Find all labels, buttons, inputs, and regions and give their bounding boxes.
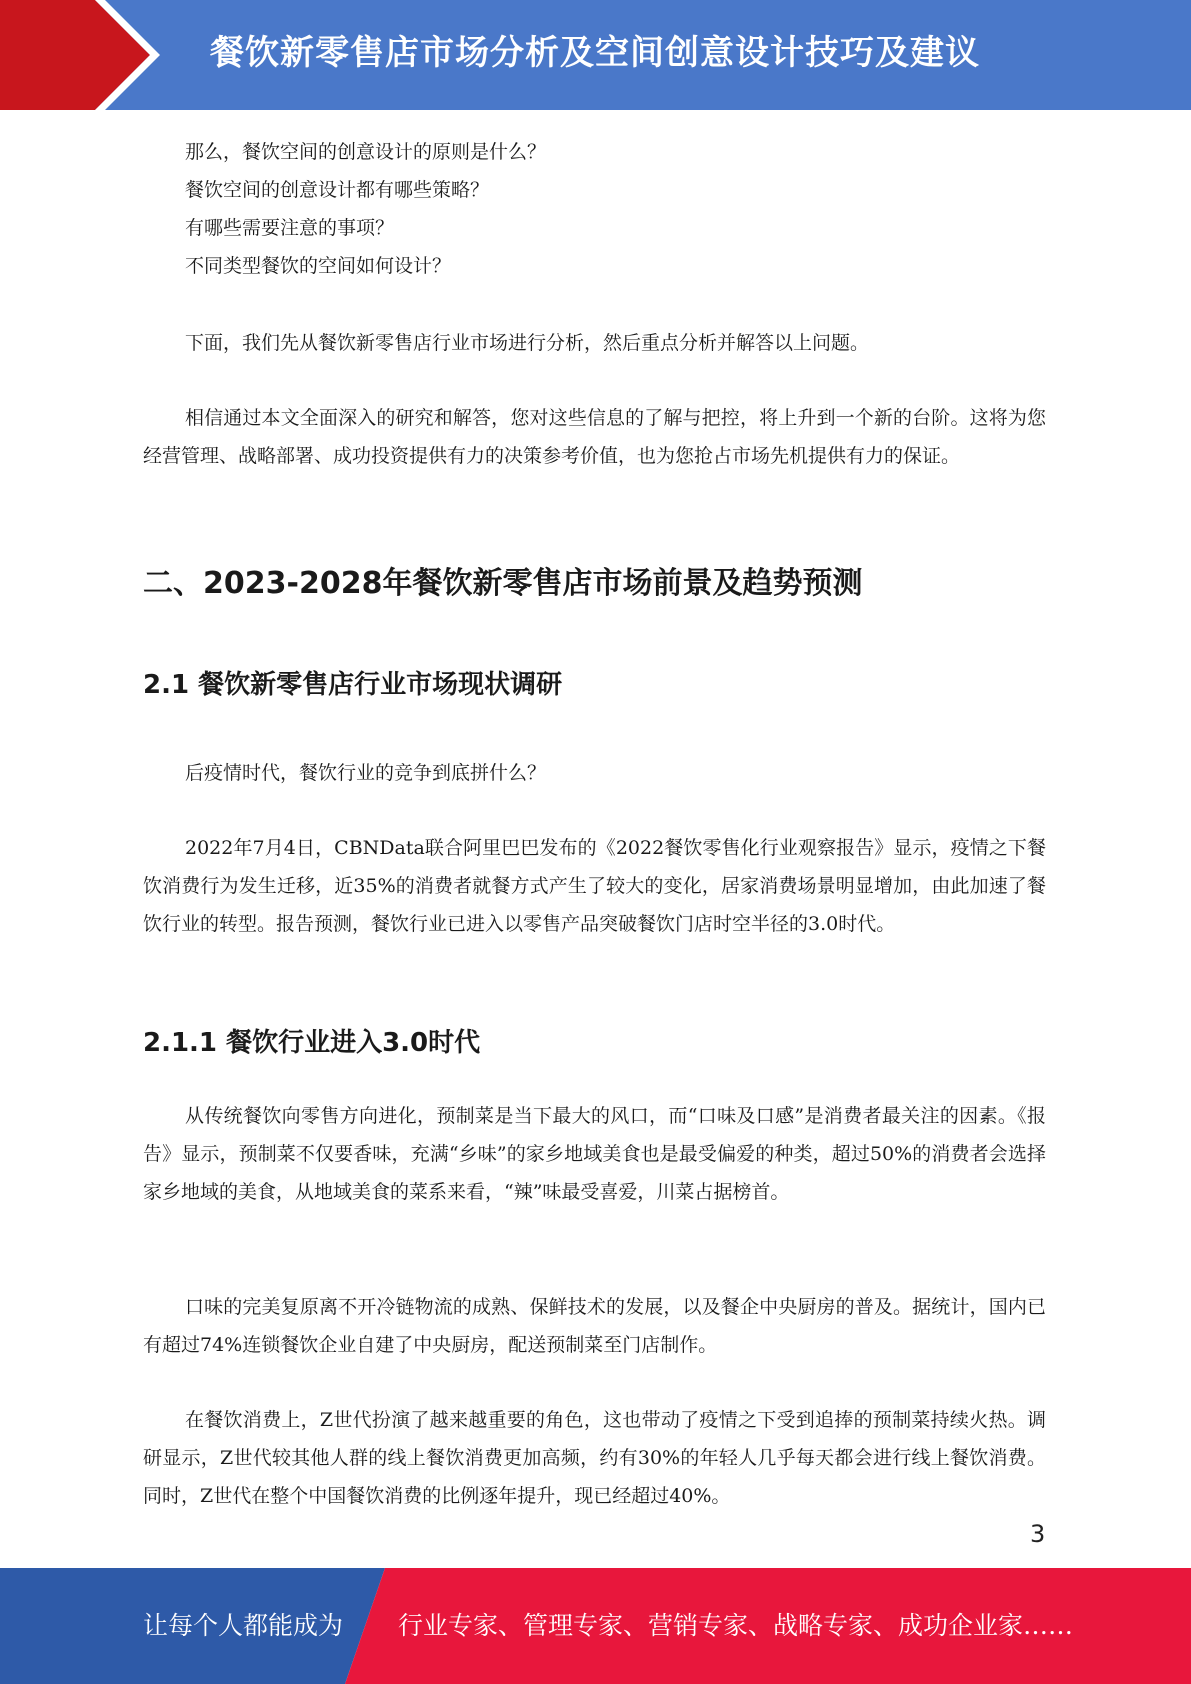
question-line: 那么，餐饮空间的创意设计的原则是什么？ [185,141,547,163]
body-paragraph: 口味的完美复原离不开冷链物流的成熟、保鲜技术的发展，以及餐企中央厨房的普及。据统计，国内已有超过74%连锁餐饮企业自建了中央厨房，配送预制菜至门店制作。 [143,1296,1046,1356]
page-header [0,0,1191,110]
page-footer [0,1568,1191,1684]
question-line: 有哪些需要注意的事项？ [185,217,395,239]
report-paragraph: 2022年7月4日，CBNData联合阿里巴巴发布的《2022餐饮零售化行业观察报告》显示，疫情之下餐饮消费行为发生迁移，近35%的消费者就餐方式产生了较大的变化，居家消费场景明显增加，由此加速了餐饮行业的转型。报告预测，餐饮行业已进入以零售产品突破餐饮门店时空半径的3.0时代。 [143,837,1046,935]
body-paragraph: 在餐饮消费上，Z世代扮演了越来越重要的角色，这也带动了疫情之下受到追捧的预制菜持续火热。调研显示，Z世代较其他人群的线上餐饮消费更加高频，约有30%的年轻人几乎每天都会进行线上餐饮消费。同时，Z世代在整个中国餐饮消费的比例逐年提升，现已经超过40%。 [143,1409,1046,1507]
footer-slogan-left: 让每个人都能成为 [143,1611,344,1640]
header-chevron-decoration [0,0,160,110]
section-heading: 二、2023-2028年餐饮新零售店市场前景及趋势预测 [143,566,863,601]
body-paragraph: 从传统餐饮向零售方向进化，预制菜是当下最大的风口，而“口味及口感”是消费者最关注的因素。《报告》显示，预制菜不仅要香味，充满“乡味”的家乡地域美食也是最受偏爱的种类，超过50%的消费者会选择家乡地域的美食，从地域美食的菜系来看，“辣”味最受喜爱，川菜占据榜首。 [143,1105,1046,1203]
intro-paragraph-1: 下面，我们先从餐饮新零售店行业市场进行分析，然后重点分析并解答以上问题。 [185,332,870,354]
header-title: 餐饮新零售店市场分析及空间创意设计技巧及建议 [210,33,980,73]
subsection-heading-2-1: 2.1 餐饮新零售店行业市场现状调研 [143,670,563,700]
subsection-heading-2-1-1: 2.1.1 餐饮行业进入3.0时代 [143,1028,481,1058]
page-number: 3 [1030,1520,1046,1548]
question-line: 不同类型餐饮的空间如何设计？ [185,255,452,277]
question-paragraph: 后疫情时代，餐饮行业的竞争到底拼什么？ [185,762,547,784]
footer-slogan-right: 行业专家、管理专家、营销专家、战略专家、成功企业家…… [398,1611,1074,1640]
intro-paragraph-2: 相信通过本文全面深入的研究和解答，您对这些信息的了解与把控，将上升到一个新的台阶。这将为您经营管理、战略部署、成功投资提供有力的决策参考价值，也为您抢占市场先机提供有力的保证。 [143,407,1046,467]
question-line: 餐饮空间的创意设计都有哪些策略？ [185,179,490,201]
